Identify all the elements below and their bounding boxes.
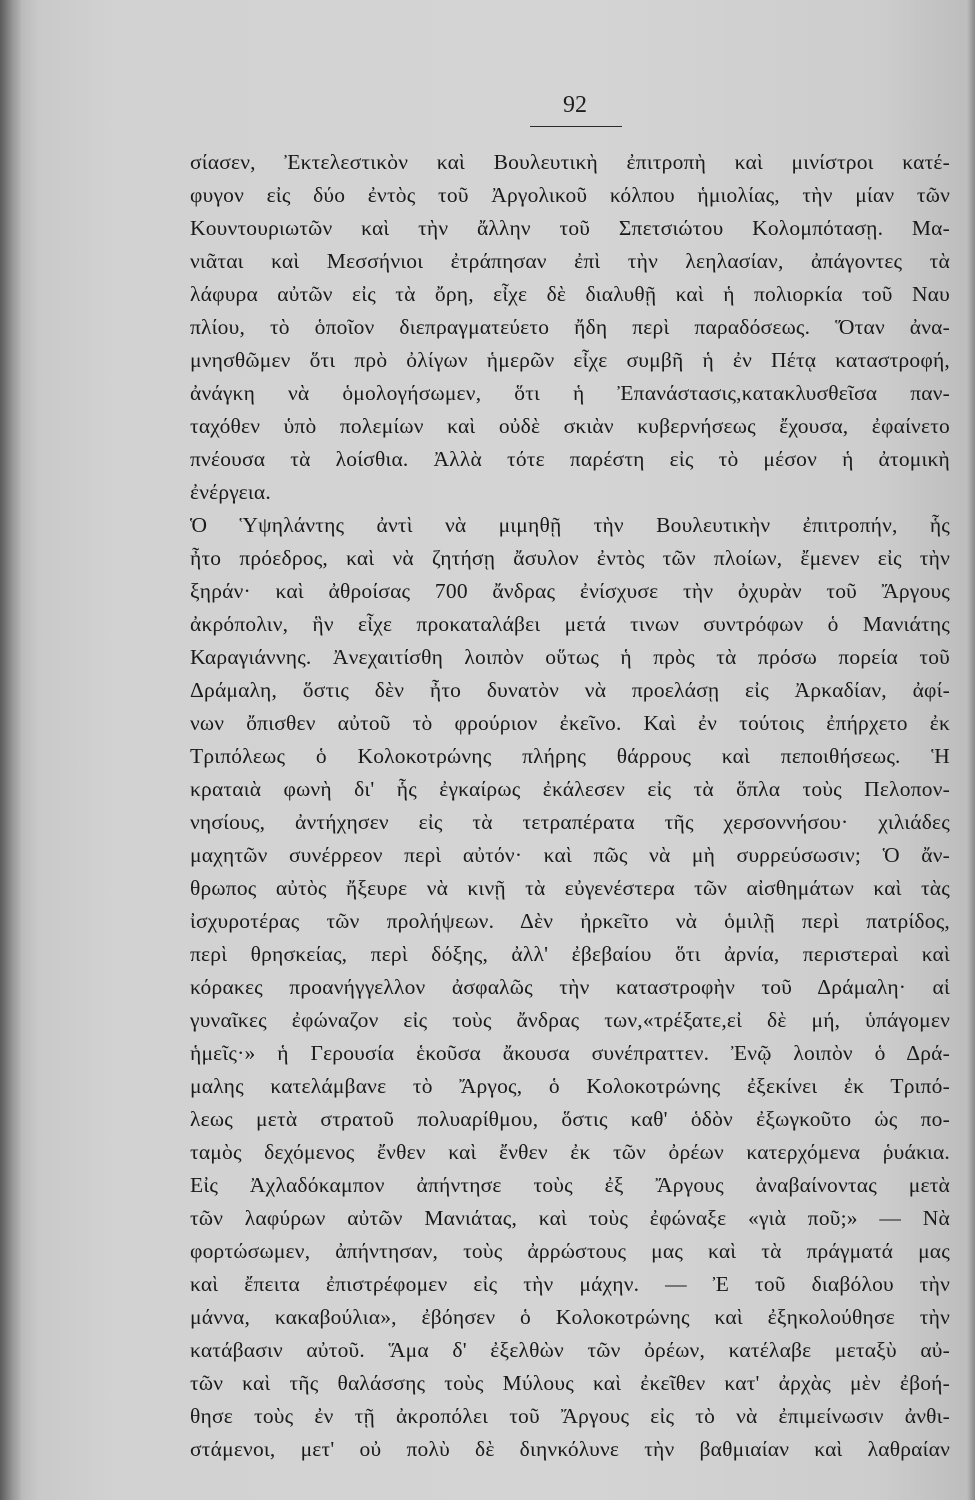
text-line: μνησθῶμεν ὅτι πρὸ ὀλίγων ἡμερῶν εἶχε συμβῆ ἡ ἐν Πέτᾳ καταστροφή,: [190, 348, 950, 372]
text-line: ἀκρόπολιν, ἣν εἶχε προκαταλάβει μετά τινων συντρόφων ὁ Μανιάτης: [190, 612, 950, 636]
text-line: φορτώσωμεν, ἀπήντησαν, τοὺς ἀρρώστους μας καὶ τὰ πράγματά μας: [190, 1239, 950, 1263]
page-number: 92: [563, 92, 587, 118]
text-line: ταχόθεν ὑπὸ πολεμίων καὶ οὐδὲ σκιὰν κυβερνήσεως ἔχουσα, ἐφαίνετο: [190, 414, 950, 438]
text-line: ἰσχυροτέρας τῶν προλήψεων. Δὲν ἠρκεῖτο νὰ ὁμιλῇ περὶ πατρίδος,: [190, 909, 950, 933]
text-line: ἡμεῖς·» ἡ Γερουσία ἑκοῦσα ἄκουσα συνέπραττεν. Ἐνῷ λοιπὸν ὁ Δρά-: [190, 1041, 950, 1065]
text-line: νιᾶται καὶ Μεσσήνιοι ἐτράπησαν ἐπὶ τὴν λεηλασίαν, ἀπάγοντες τὰ: [190, 249, 950, 273]
text-line: Δράμαλη, ὅστις δὲν ἦτο δυνατὸν νὰ προελάσῃ εἰς Ἀρκαδίαν, ἀφί-: [190, 678, 950, 702]
text-line: Κουντουριωτῶν καὶ τὴν ἄλλην τοῦ Σπετσιώτου Κολομπότασῃ. Μα-: [190, 216, 950, 240]
text-line: Καραγιάννης. Ἀνεχαιτίσθη λοιπὸν οὕτως ἡ πρὸς τὰ πρόσω πορεία τοῦ: [190, 645, 950, 669]
text-line: Εἰς Ἀχλαδόκαμπον ἀπήντησε τοὺς ἐξ Ἄργους ἀναβαίνοντας μετὰ: [190, 1173, 950, 1197]
text-line: λάφυρα αὐτῶν εἰς τὰ ὄρη, εἶχε δὲ διαλυθῇ καὶ ἡ πολιορκία τοῦ Ναυ: [190, 282, 950, 306]
text-line: Τριπόλεως ὁ Κολοκοτρώνης πλήρης θάρρους καὶ πεποιθήσεως. Ἡ: [190, 744, 950, 768]
text-line: τῶν λαφύρων αὐτῶν Μανιάτας, καὶ τοὺς ἐφώναξε «γιὰ ποῦ;» — Νὰ: [190, 1206, 950, 1230]
paragraph-end-line: ἐνέργεια.: [190, 480, 271, 504]
text-line: σίασεν, Ἐκτελεστικὸν καὶ Βουλευτικὴ ἐπιτροπὴ καὶ μινίστροι κατέ-: [190, 150, 950, 174]
text-line: κόρακες προανήγγελλον ἀσφαλῶς τὴν καταστροφὴν τοῦ Δράμαλη· αἱ: [190, 975, 950, 999]
text-line: φυγον εἰς δύο ἐντὸς τοῦ Ἀργολικοῦ κόλπου ἡμιολίας, τὴν μίαν τῶν: [190, 183, 950, 207]
text-line: γυναῖκες ἐφώναζον εἰς τοὺς ἄνδρας των,«τρέξατε,εἰ δὲ μή, ὑπάγομεν: [190, 1008, 950, 1032]
paragraph-first-line: Ὁ Ὑψηλάντης ἀντὶ νὰ μιμηθῇ τὴν Βουλευτικὴν ἐπιτροπήν, ἧς: [190, 513, 950, 537]
text-line: τῶν καὶ τῆς θαλάσσης τοὺς Μύλους καὶ ἐκεῖθεν κατ' ἀρχὰς μὲν ἐβοή-: [190, 1371, 950, 1395]
text-line: κραταιὰ φωνὴ δι' ἧς ἐγκαίρως ἐκάλεσεν εἰς τὰ ὅπλα τοὺς Πελοπον-: [190, 777, 950, 801]
text-line: λεως μετὰ στρατοῦ πολυαρίθμου, ὅστις καθ' ὁδὸν ἐξωγκοῦτο ὡς πο-: [190, 1107, 950, 1131]
text-line: μαλης κατελάμβανε τὸ Ἄργος, ὁ Κολοκοτρώνης ἐξεκίνει ἐκ Τριπό-: [190, 1074, 950, 1098]
text-line: θρωπος αὐτὸς ἤξευρε νὰ κινῇ τὰ εὐγενέστερα τῶν αἰσθημάτων καὶ τὰς: [190, 876, 950, 900]
text-line: ἦτο πρόεδρος, καὶ νὰ ζητήσῃ ἄσυλον ἐντὸς τῶν πλοίων, ἔμενεν εἰς τὴν: [190, 546, 950, 570]
text-line: νησίους, ἀντήχησεν εἰς τὰ τετραπέρατα τῆς χερσοννήσου· χιλιάδες: [190, 810, 950, 834]
body-text: [190, 146, 950, 1466]
text-line: νων ὄπισθεν αὐτοῦ τὸ φρούριον ἐκεῖνο. Καὶ ἐν τούτοις ἐπήρχετο ἐκ: [190, 711, 950, 735]
text-line: πλίου, τὸ ὁποῖον διεπραγματεύετο ἤδη περὶ παραδόσεως. Ὅταν ἀνα-: [190, 315, 950, 339]
text-line: καὶ ἔπειτα ἐπιστρέφομεν εἰς τὴν μάχην. — Ἐ τοῦ διαβόλου τὴν: [190, 1272, 950, 1296]
text-line: στάμενοι, μετ' οὐ πολὺ δὲ διηνκόλυνε τὴν βαθμιαίαν καὶ λαθραίαν: [190, 1437, 950, 1461]
text-line: ταμὸς δεχόμενος ἔνθεν καὶ ἔνθεν ἐκ τῶν ὀρέων κατερχόμενα ῥυάκια.: [190, 1140, 950, 1164]
text-line: θησε τοὺς ἐν τῇ ἀκροπόλει τοῦ Ἄργους εἰς τὸ νὰ ἐπιμείνωσιν ἀνθι-: [190, 1404, 950, 1428]
text-line: κατάβασιν αὐτοῦ. Ἅμα δ' ἐξελθὼν τῶν ὀρέων, κατέλαβε μεταξὺ αὐ-: [190, 1338, 950, 1362]
page-edge: [967, 0, 975, 1500]
text-line: περὶ θρησκείας, περὶ δόξης, ἀλλ' ἐβεβαίου ὅτι ἀρνία, περιστεραὶ καὶ: [190, 942, 950, 966]
text-line: ξηράν· καὶ ἀθροίσας 700 ἄνδρας ἐνίσχυσε τὴν ὀχυρὰν τοῦ Ἄργους: [190, 579, 950, 603]
text-line: ἀνάγκη νὰ ὁμολογήσωμεν, ὅτι ἡ Ἐπανάστασις,κατακλυσθεῖσα παν-: [190, 381, 950, 405]
text-line: πνέουσα τὰ λοίσθια. Ἀλλὰ τότε παρέστη εἰς τὸ μέσον ἡ ἀτομικὴ: [190, 447, 950, 471]
text-line: μαχητῶν συνέρρεον περὶ αὐτόν· καὶ πῶς νὰ μὴ συρρεύσωσιν; Ὁ ἄν-: [190, 843, 950, 867]
header-rule: [530, 126, 622, 127]
text-line: μάννα, κακαβούλια», ἐβόησεν ὁ Κολοκοτρώνης καὶ ἐξηκολούθησε τὴν: [190, 1305, 950, 1329]
binding-shadow: [0, 0, 22, 1500]
